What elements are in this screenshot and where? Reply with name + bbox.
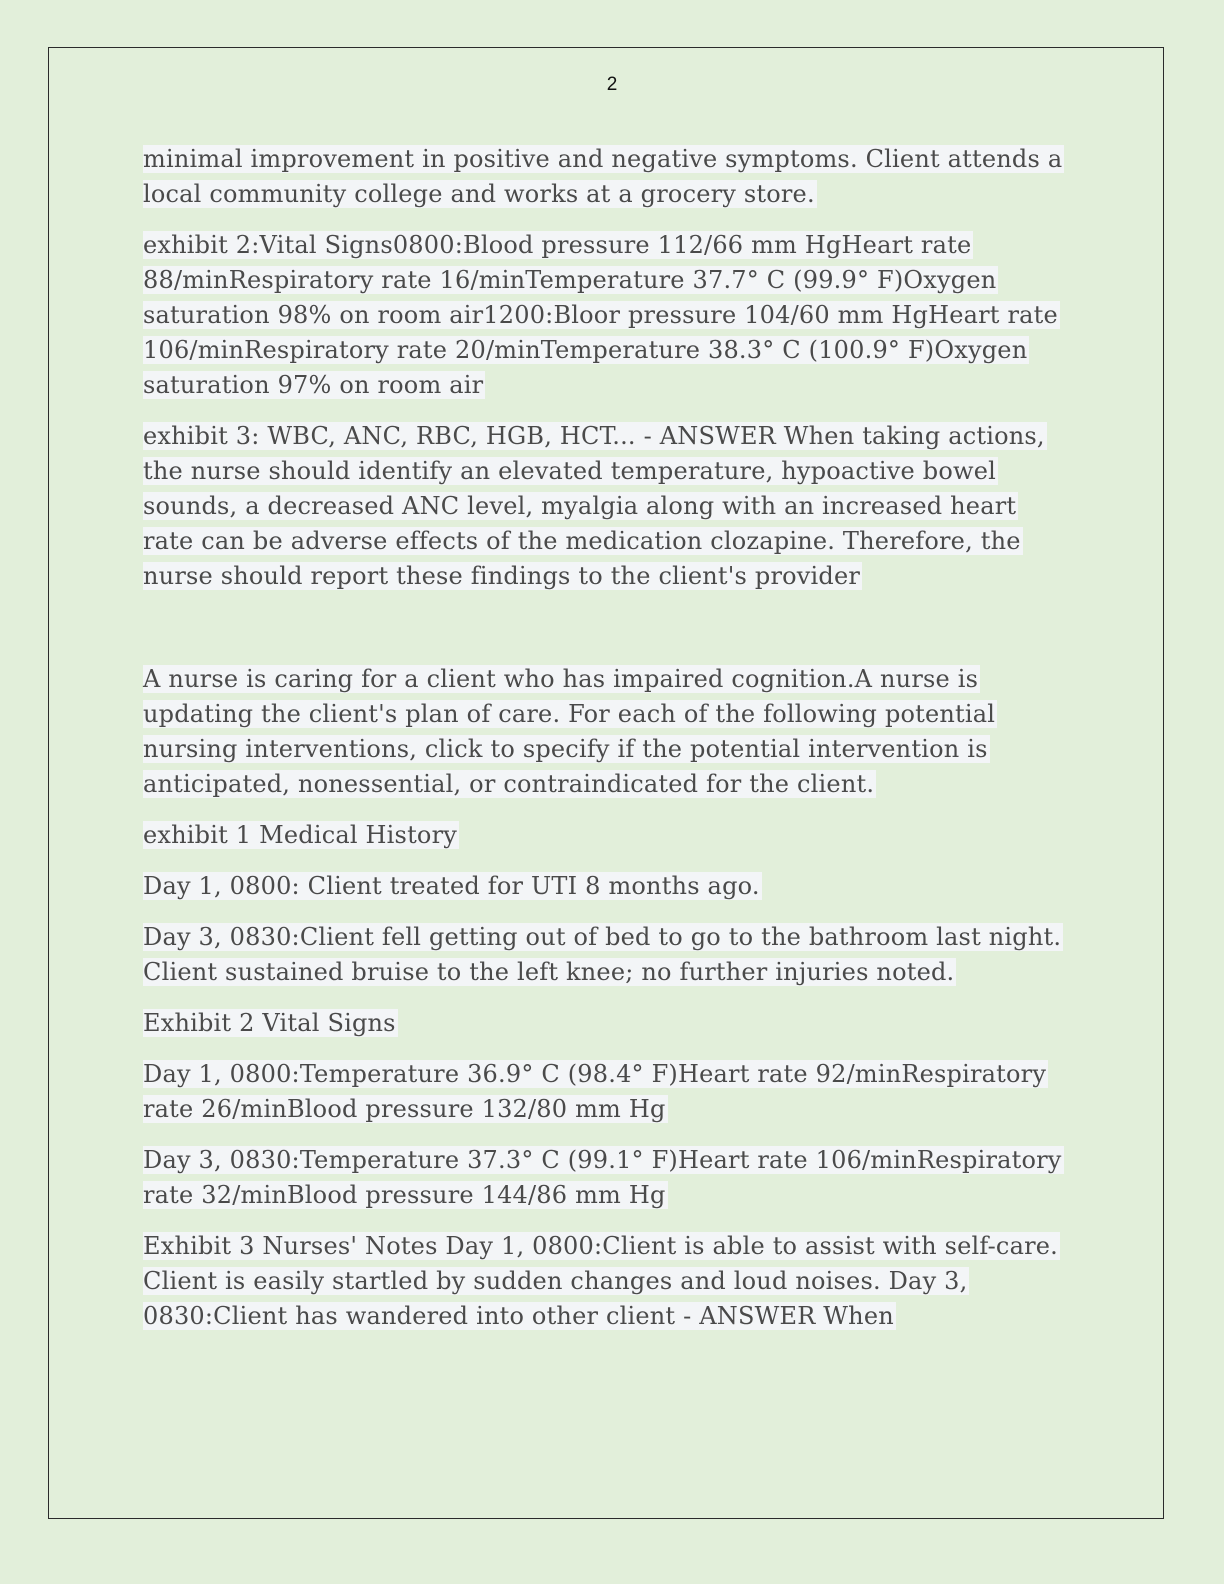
paragraph-text: exhibit 3: WBC, ANC, RBC, HGB, HCT... - ANSWER When taking actions, the nurse should identify an elevated temperature, hypoactive bowel sounds, a decreased ANC level, myalgia along with an increased heart rate can be adverse effects of the medication clozapine. Therefore, the nurse should report these findings to the client's provider	[143, 422, 1045, 590]
paragraph-exhibit-3-answer	[143, 419, 1073, 594]
document-body	[143, 142, 1073, 1350]
paragraph-text: exhibit 1 Medical History	[143, 821, 457, 849]
paragraph-vital-signs-exhibit-2	[143, 228, 1073, 403]
paragraph-text: Day 1, 0800:Temperature 36.9° C (98.4° F)Heart rate 92/minRespiratory rate 26/minBlood pressure 132/80 mm Hg	[143, 1060, 1047, 1123]
paragraph-text: minimal improvement in positive and negative symptoms. Client attends a local community college and works at a grocery store.	[143, 145, 1063, 208]
paragraph-day-3-vitals	[143, 1143, 1073, 1213]
paragraph-day-3-history	[143, 920, 1073, 990]
paragraph-text: Exhibit 2 Vital Signs	[143, 1009, 396, 1037]
paragraph-text: Day 3, 0830:Client fell getting out of bed to go to the bathroom last night. Client sustained bruise to the left knee; no further injuries noted.	[143, 923, 1062, 986]
paragraph-text: Exhibit 3 Nurses' Notes Day 1, 0800:Client is able to assist with self-care. Client is easily startled by sudden changes and loud noises. Day 3, 0830:Client has wandered into other client - ANSWER When	[143, 1232, 1058, 1330]
paragraph-symptoms	[143, 142, 1073, 212]
paragraph-text: exhibit 2:Vital Signs0800:Blood pressure 112/66 mm HgHeart rate 88/minRespiratory rate 16/minTemperature 37.7° C (99.9° F)Oxygen saturation 98% on room air1200:Bloor pressure 104/60 mm HgHeart rate 106/minRespiratory rate 20/minTemperature 38.3° C (100.9° F)Oxygen saturation 97% on room air	[143, 231, 1058, 399]
heading-medical-history	[143, 818, 1073, 853]
paragraph-text: A nurse is caring for a client who has impaired cognition.A nurse is updating the client's plan of care. For each of the following potential nursing interventions, click to specify if the potential intervention is anticipated, nonessential, or contraindicated for the client.	[143, 665, 996, 798]
paragraph-question	[143, 662, 1073, 802]
paragraph-text: Day 3, 0830:Temperature 37.3° C (99.1° F)Heart rate 106/minRespiratory rate 32/minBlood pressure 144/86 mm Hg	[143, 1146, 1062, 1209]
paragraph-day-1-vitals	[143, 1057, 1073, 1127]
paragraph-text: Day 1, 0800: Client treated for UTI 8 months ago.	[143, 872, 760, 900]
section-gap	[143, 610, 1073, 662]
heading-vital-signs	[143, 1006, 1073, 1041]
page-number: 2	[606, 74, 618, 95]
paragraph-nurses-notes	[143, 1229, 1073, 1334]
paragraph-day-1-history	[143, 869, 1073, 904]
